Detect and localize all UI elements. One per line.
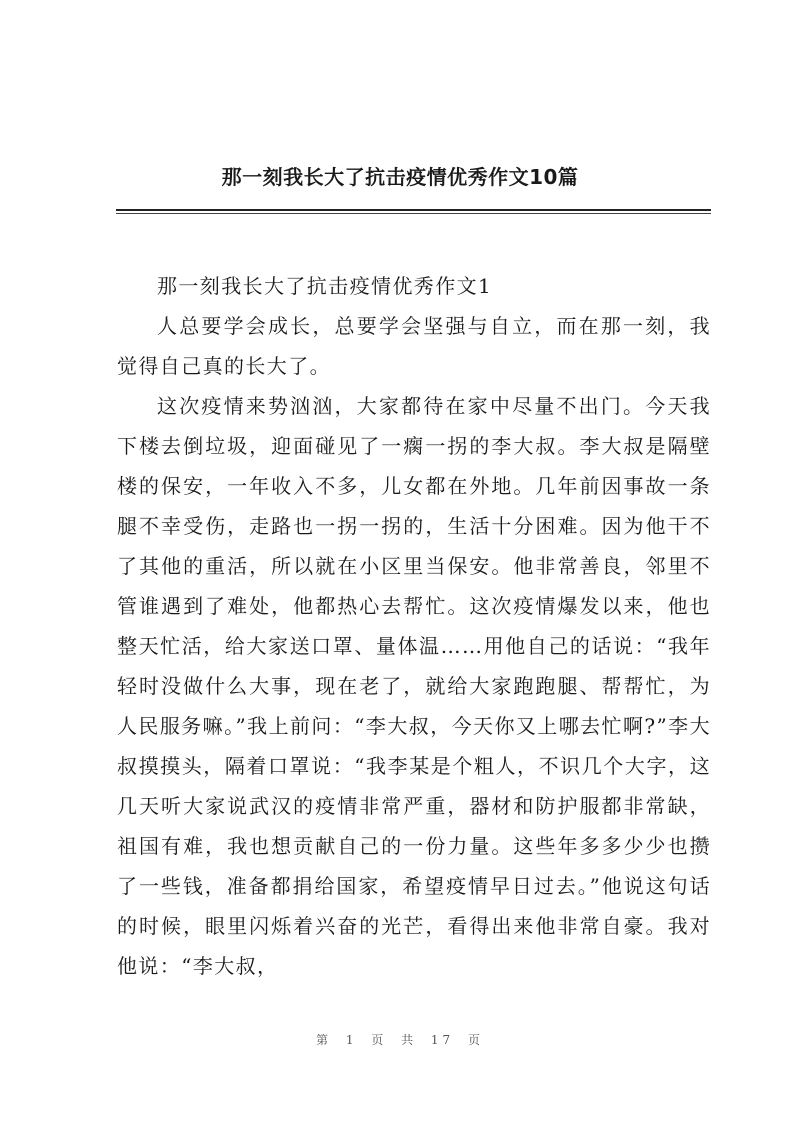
page-number: 第 1 页 共 17 页 xyxy=(316,1033,484,1047)
title-divider xyxy=(116,209,711,211)
title-divider-thin xyxy=(116,213,711,214)
document-body xyxy=(117,266,711,986)
document-title: 那一刻我长大了抗击疫情优秀作文10篇 xyxy=(221,165,579,189)
section-heading: 那一刻我长大了抗击疫情优秀作文1 xyxy=(157,274,493,298)
paragraph: 这次疫情来势汹汹，大家都待在家中尽量不出门。今天我下楼去倒垃圾，迎面碰见了一瘸一拐的李大叔。李大叔是隔壁楼的保安，一年收入不多，儿女都在外地。几年前因事故一条腿不幸受伤，走路也一拐一拐的，生活十分困难。因为他干不了其他的重活，所以就在小区里当保安。他非常善良，邻里不管谁遇到了难处，他都热心去帮忙。这次疫情爆发以来，他也整天忙活，给大家送口罩、量体温……用他自己的话说：“我年轻时没做什么大事，现在老了，就给大家跑跑腿、帮帮忙，为人民服务嘛。”我上前问：“李大叔，今天你又上哪去忙啊?”李大叔摸摸头，隔着口罩说：“我李某是个粗人，不识几个大字，这几天听大家说武汉的疫情非常严重，器材和防护服都非常缺，祖国有难，我也想贡献自己的一份力量。这些年多多少少也攒了一些钱，准备都捐给国家，希望疫情早日过去。”他说这句话的时候，眼里闪烁着兴奋的光芒，看得出来他非常自豪。我对他说：“李大叔， xyxy=(117,394,711,978)
paragraph: 人总要学会成长，总要学会坚强与自立，而在那一刻，我觉得自己真的长大了。 xyxy=(117,314,711,378)
